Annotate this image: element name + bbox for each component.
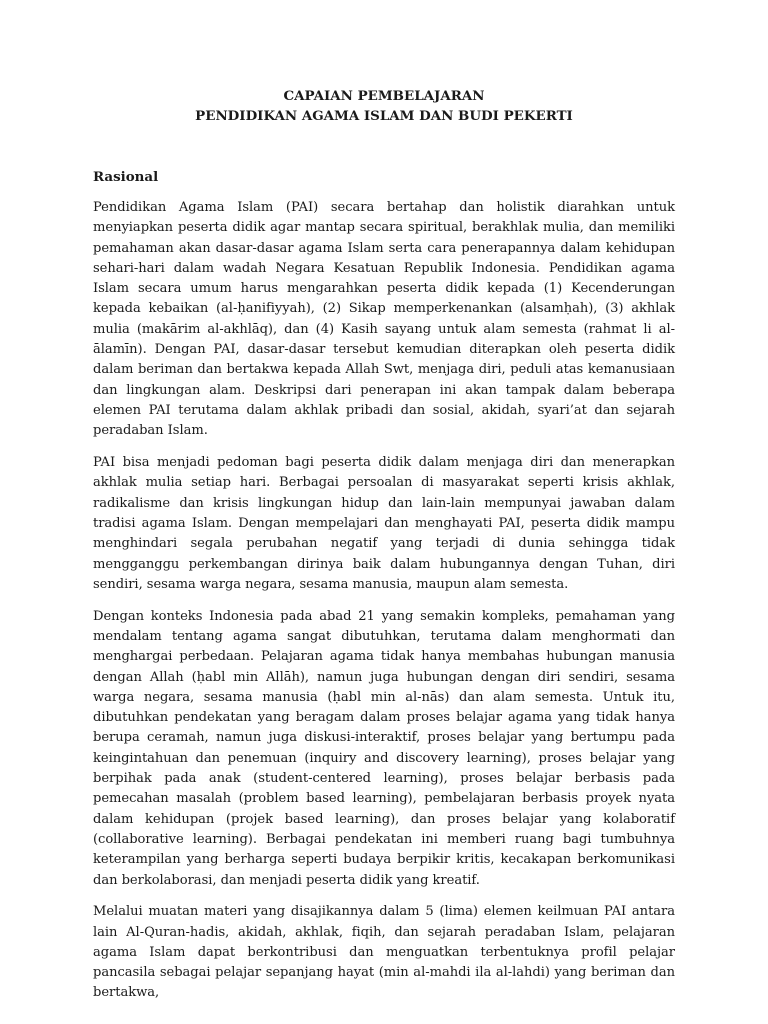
document-title [93,86,675,126]
paragraph-2: PAI bisa menjadi pedoman bagi peserta didik dalam menjaga diri dan menerapkan akhlak mulia setiap hari. Berbagai persoalan di masyarakat seperti krisis akhlak, radikalisme dan krisis lingkungan hidup dan lain-lain mempunyai jawaban dalam tradisi agama Islam. Dengan mempelajari dan menghayati PAI, peserta didik mampu menghindari segala perubahan negatif yang terjadi di dunia sehingga tidak mengganggu perkembangan dirinya baik dalam hubungannya dengan Tuhan, diri sendiri, sesama warga negara, sesama manusia, maupun alam semesta. [93,455,675,592]
title-line-1: CAPAIAN PEMBELAJARAN [283,88,485,104]
title-line-2: PENDIDIKAN AGAMA ISLAM DAN BUDI PEKERTI [195,108,573,124]
paragraph-3: Dengan konteks Indonesia pada abad 21 yang semakin kompleks, pemahaman yang mendalam tentang agama sangat dibutuhkan, terutama dalam menghormati dan menghargai perbedaan. Pelajaran agama tidak hanya membahas hubungan manusia dengan Allah (ḥabl min Allāh), namun juga hubungan dengan diri sendiri, sesama warga negara, sesama manusia (ḥabl min al-nās) dan alam semesta. Untuk itu, dibutuhkan pendekatan yang beragam dalam proses belajar agama yang tidak hanya berupa ceramah, namun juga diskusi-interaktif, proses belajar yang bertumpu pada keingintahuan dan penemuan (inquiry and discovery learning), proses belajar yang berpihak pada anak (student-centered learning), proses belajar berbasis pada pemecahan masalah (problem based learning), pembelajaran berbasis proyek nyata dalam kehidupan (projek based learning), dan proses belajar yang kolaboratif (collaborative learning). Berbagai pendekatan ini memberi ruang bagi tumbuhnya keterampilan yang berharga seperti budaya berpikir kritis, kecakapan berkomunikasi dan berkolaborasi, dan menjadi peserta didik yang kreatif. [93,608,675,888]
section-heading-rasional: Rasional [93,169,159,185]
paragraph-1: Pendidikan Agama Islam (PAI) secara bertahap dan holistik diarahkan untuk menyiapkan peserta didik agar mantap secara spiritual, berakhlak mulia, dan memiliki pemahaman akan dasar-dasar agama Islam serta cara penerapannya dalam kehidupan sehari-hari dalam wadah Negara Kesatuan Republik Indonesia. Pendidikan agama Islam secara umum harus mengarahkan peserta didik kepada (1) Kecenderungan kepada kebaikan (al-ḥanifiyyah), (2) Sikap memperkenankan (alsamḥah), (3) akhlak mulia (makārim al-akhlāq), dan (4) Kasih sayang untuk alam semesta (rahmat li al-ālamīn). Dengan PAI, dasar-dasar tersebut kemudian diterapkan oleh peserta didik dalam beriman dan bertakwa kepada Allah Swt, menjaga diri, peduli atas kemanusiaan dan lingkungan alam. Deskripsi dari penerapan ini akan tampak dalam beberapa elemen PAI terutama dalam akhlak pribadi dan sosial, akidah, syari’at dan sejarah peradaban Islam. [93,200,675,439]
paragraph-4: Melalui muatan materi yang disajikannya dalam 5 (lima) elemen keilmuan PAI antara lain Al-Quran-hadis, akidah, akhlak, fiqih, dan sejarah peradaban Islam, pelajaran agama Islam dapat berkontribusi dan menguatkan terbentuknya profil pelajar pancasila sebagai pelajar sepanjang hayat (min al-mahdi ila al-lahdi) yang beriman dan bertakwa, [93,904,675,1001]
document-page [93,86,675,1004]
